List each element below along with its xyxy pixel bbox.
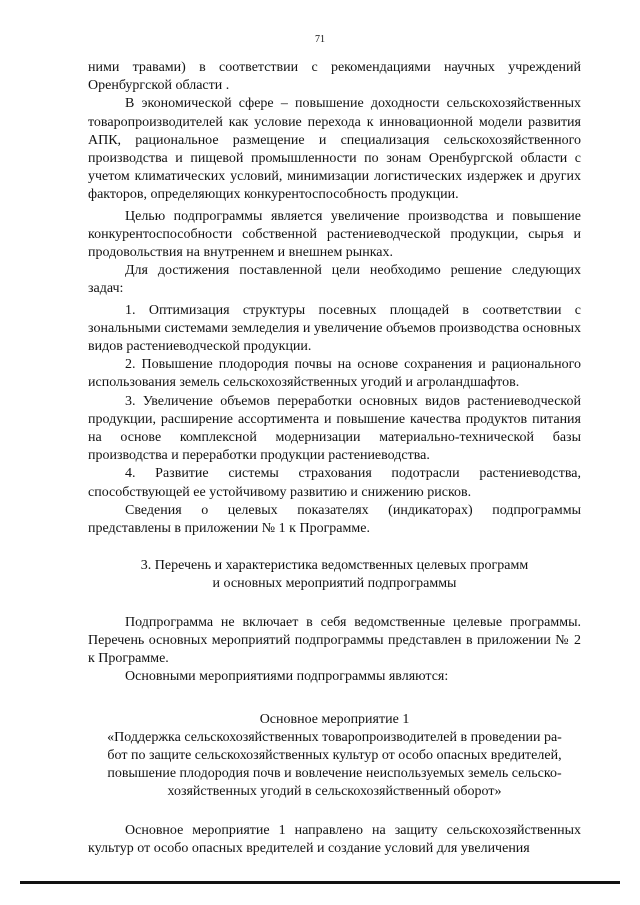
paragraph-no-departmental-programs: Подпрограмма не включает в себя ведомственные целевые программы. Перечень основных мероприятий подпрограммы представлен в приложении № 2 к Программе. bbox=[88, 614, 581, 667]
main-measure-1-title: Основное мероприятие 1 bbox=[259, 711, 410, 727]
paragraph-goal: Целью подпрограммы является увеличение производства и повышение конкурентоспособности собственной растениеводческой продукции, сырья и продовольствия на внутреннем и внешнем рынках. bbox=[88, 208, 581, 261]
paragraph-economic-sphere: В экономической сфере – повышение доходности сельскохозяйственных товаропроизводителей как условие перехода к инновационной модели развития АПК, рациональное размещение и специализация сельскохозяйственного производства и пищевой промышленности по зонам Оренбургской области с учетом климатических условий, минимизации логистических издержек и других факторов, определяющих конкурентоспособность продукции. bbox=[88, 96, 581, 203]
paragraph-continuation: ними травами) в соответствии с рекомендациями научных учреждений Оренбургской области . bbox=[88, 60, 581, 94]
page-bottom-rule bbox=[20, 881, 620, 884]
main-measure-1-name-line-4: хозяйственных угодий в сельскохозяйственный оборот» bbox=[167, 784, 502, 800]
paragraph-indicators: Сведения о целевых показателях (индикаторах) подпрограммы представлены в приложении № 1 к Программе. bbox=[88, 502, 581, 537]
task-item-1: 1. Оптимизация структуры посевных площадей в соответствии с зональными системами земледелия и увеличение объемов производства основных видов растениеводческой продукции. bbox=[88, 302, 582, 355]
paragraph-main-measures-intro: Основными мероприятиями подпрограммы являются: bbox=[125, 669, 449, 685]
task-item-4: 4. Развитие системы страхования подотрасли растениеводства, способствующей ее устойчивому развитию и снижению рисков. bbox=[88, 466, 581, 500]
section-heading-line-1: 3. Перечень и характеристика ведомственных целевых программ bbox=[140, 558, 529, 574]
main-measure-1-name-line-1: «Поддержка сельскохозяйственных товаропроизводителей в проведении ра- bbox=[107, 729, 562, 745]
spacer bbox=[88, 802, 581, 822]
main-measure-1-block bbox=[88, 711, 581, 802]
task-item-3: 3. Увеличение объемов переработки основных видов растениеводческой продукции, расширение ассортимента и повышение качества продуктов питания на основе комплексной модернизации материально-технической базы производства и переработки продукции растениеводства. bbox=[88, 393, 581, 464]
section-heading bbox=[88, 557, 581, 593]
paragraph-tasks-intro: Для достижения поставленной цели необходимо решение следующих задач: bbox=[88, 263, 581, 297]
main-measure-1-name-line-2: бот по защите сельскохозяйственных культур от особо опасных вредителей, bbox=[107, 747, 562, 763]
spacer bbox=[88, 594, 581, 614]
page-number: 71 bbox=[315, 34, 325, 45]
task-item-2: 2. Повышение плодородия почвы на основе сохранения и рационального использования земель сельскохозяйственных угодий и агроландшафтов. bbox=[88, 357, 581, 391]
document-body bbox=[88, 59, 581, 858]
paragraph-main-measure-1-purpose: Основное мероприятие 1 направлено на защиту сельскохозяйственных культур от особо опасных вредителей и создание условий для увеличения bbox=[88, 822, 581, 856]
section-heading-line-2: и основных мероприятий подпрограммы bbox=[212, 576, 457, 592]
main-measure-1-name-line-3: повышение плодородия почв и вовлечение неиспользуемых земель сельско- bbox=[107, 766, 562, 782]
